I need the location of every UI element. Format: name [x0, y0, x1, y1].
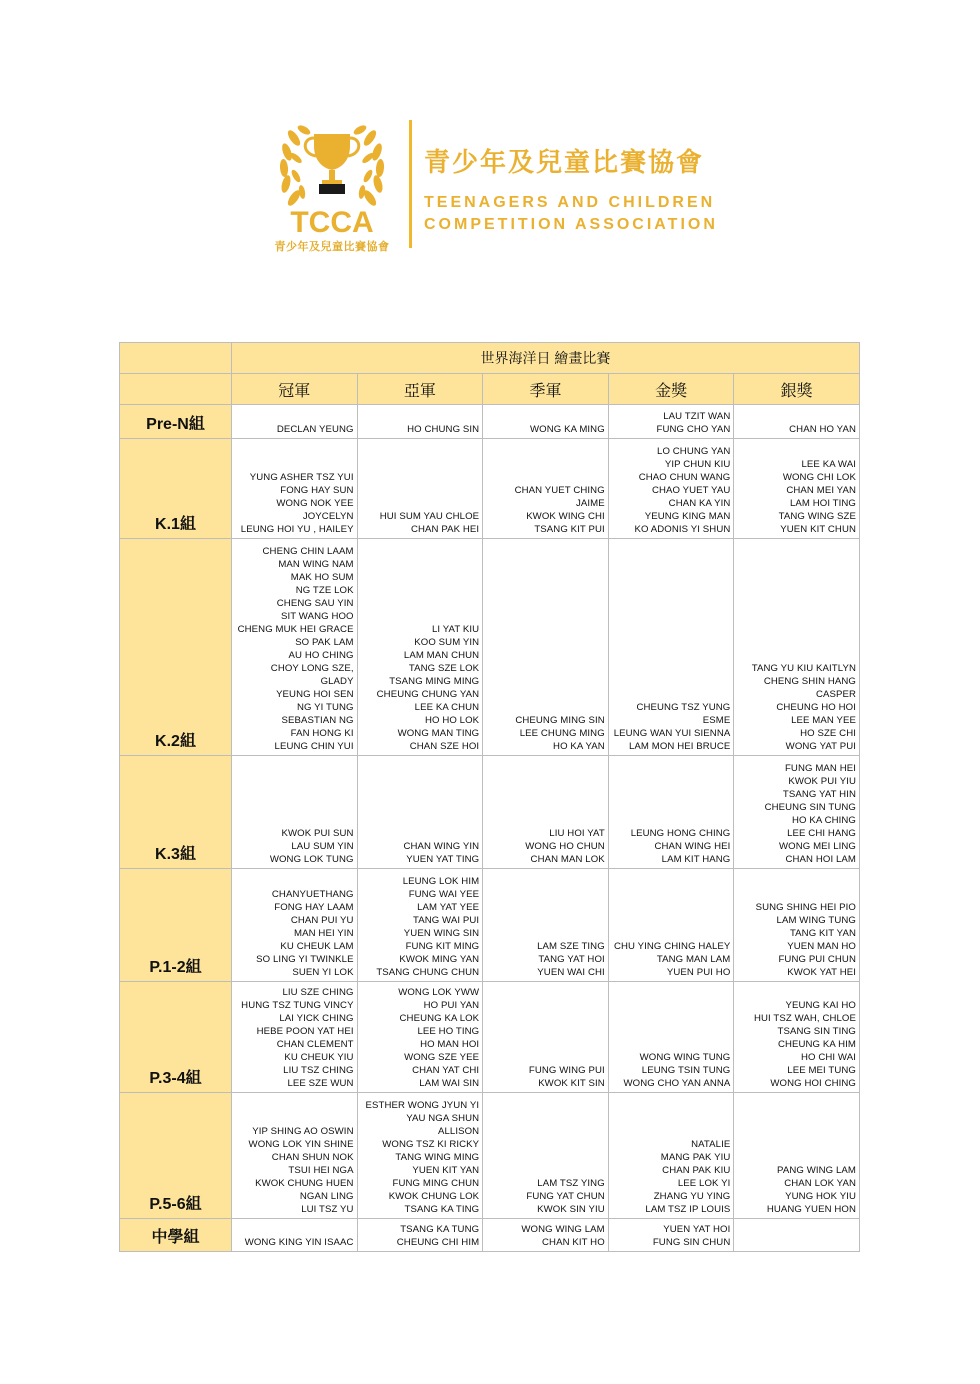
trophy-laurel-icon [272, 108, 392, 236]
winner-name: JAIME [576, 498, 605, 509]
award-cell [357, 869, 483, 982]
winner-name: LEUNG CHIN YUI [274, 741, 354, 752]
winner-name: LAM MAN CHUN [403, 650, 480, 661]
winner-name: ZHANG YU YING [653, 1191, 731, 1202]
winner-name: CHOY LONG SZE, [270, 663, 354, 674]
winner-name: YUEN PUI HO [666, 967, 731, 978]
winner-name: CHEUNG MING SIN [515, 715, 605, 726]
winner-name: YUNG HOK YIU [785, 1191, 856, 1202]
winner-name: HO CHI WAI [800, 1052, 856, 1063]
award-cell [734, 1219, 860, 1252]
winner-name: LEE CHUNG MING [519, 728, 605, 739]
winner-name: LO CHUNG YAN [657, 446, 731, 457]
winner-name: FONG HAY LAAM [274, 902, 354, 913]
award-cell [608, 1219, 734, 1252]
winner-name: TSANG SIN TING [777, 1026, 856, 1037]
award-cell [232, 1219, 358, 1252]
winner-name: GLADY [320, 676, 354, 687]
winner-name: YUEN WING SIN [403, 928, 480, 939]
competition-title: 世界海洋日 繪畫比賽 [232, 343, 860, 374]
winner-name: CHAN CLEMENT [276, 1039, 354, 1050]
winner-name: MAN WING NAM [278, 559, 354, 570]
winner-name: CHAN KA YIN [668, 498, 731, 509]
award-cell [483, 1219, 609, 1252]
winner-name: HO MAN HOI [420, 1039, 480, 1050]
winner-name: HO KA CHING [791, 815, 856, 826]
column-header-gold-award: 金獎 [608, 374, 734, 405]
winner-name: TSUI HEI NGA [288, 1165, 354, 1176]
winner-name: LEUNG LOK HIM [402, 876, 480, 887]
org-english-line1: TEENAGERS AND CHILDREN [424, 194, 716, 211]
winner-name: CHAO YUET YAU [651, 485, 731, 496]
winner-name: TANG WING MING [395, 1152, 480, 1163]
award-cell [483, 756, 609, 869]
table-row [120, 982, 860, 1093]
winner-name: YUEN WAI CHI [537, 967, 605, 978]
award-cell [734, 439, 860, 539]
winner-name: KOO SUM YIN [414, 637, 480, 648]
award-cell [734, 1093, 860, 1219]
winner-name: LEE MEI TUNG [787, 1065, 856, 1076]
winner-name: YUEN YAT HOI [663, 1224, 731, 1235]
award-cell [734, 982, 860, 1093]
logo-acronym: TCCA [290, 206, 374, 236]
table-row [120, 405, 860, 439]
winner-name: MAK HO SUM [290, 572, 354, 583]
winner-name: HO KA YAN [553, 741, 605, 752]
winner-name: CHAN PAK KIU [662, 1165, 731, 1176]
winner-name: YIP SHING AO OSWIN [252, 1126, 354, 1137]
award-cell [483, 439, 609, 539]
table-row [120, 539, 860, 756]
winner-name: TSANG CHUNG CHUN [376, 967, 480, 978]
winner-name: CHU YING CHING HALEY [613, 941, 731, 952]
winner-name: HO PUI YAN [423, 1000, 480, 1011]
winner-name: LEE KA WAI [801, 459, 856, 470]
winner-name: TANG WAI PUI [412, 915, 480, 926]
winner-name: LAI YICK CHING [279, 1013, 354, 1024]
group-label: K.1組 [120, 439, 232, 539]
winner-name: WONG LOK YIN SHINE [248, 1139, 354, 1150]
table-title-row [120, 343, 860, 374]
winner-name: LEE SZE WUN [287, 1078, 354, 1089]
winner-name: SEBASTIAN NG [281, 715, 354, 726]
table-row [120, 1219, 860, 1252]
award-cell [608, 756, 734, 869]
winner-name: WONG WING LAM [521, 1224, 605, 1235]
award-cell [483, 405, 609, 439]
results-body [120, 405, 860, 1252]
tcca-logo [272, 108, 718, 258]
winner-name: FUNG PUI CHUN [778, 954, 856, 965]
winner-name: YUEN KIT CHUN [780, 524, 856, 535]
winner-name: TSANG KA TUNG [400, 1224, 480, 1235]
winner-name: CHENG SHIN HANG [763, 676, 856, 687]
results-table [119, 342, 860, 1252]
winner-name: WONG MAN TING [397, 728, 480, 739]
award-cell [608, 539, 734, 756]
winner-name: LEE HO TING [417, 1026, 480, 1037]
winner-name: LAM YAT YEE [417, 902, 480, 913]
winner-name: CHENG MUK HEI GRACE [237, 624, 354, 635]
group-label: K.2組 [120, 539, 232, 756]
winner-name: HUI SUM YAU CHLOE [379, 511, 480, 522]
winner-name: LEUNG TSIN TUNG [641, 1065, 731, 1076]
header-blank-cell [120, 343, 232, 374]
winner-name: TANG YAT HOI [538, 954, 605, 965]
winner-name: CHEUNG HO HOI [776, 702, 856, 713]
winner-name: LUI TSZ YU [301, 1204, 354, 1215]
winner-name: YUNG ASHER TSZ YUI [249, 472, 354, 483]
winner-name: CHAN MEI YAN [786, 485, 856, 496]
org-chinese-name: 青少年及兒童比賽協會 [424, 147, 705, 177]
winner-name: LAM KIT HANG [661, 854, 731, 865]
winner-name: CHEUNG CHI HIM [396, 1237, 480, 1248]
winner-name: JOYCELYN [302, 511, 354, 522]
winner-name: KWOK WING CHI [526, 511, 605, 522]
winner-name: KO ADONIS YI SHUN [634, 524, 731, 535]
winner-name: LAU TZIT WAN [663, 411, 731, 422]
winner-name: TANG KIT YAN [789, 928, 856, 939]
winner-name: YEUNG KAI HO [785, 1000, 856, 1011]
winner-name: KWOK YAT HEI [787, 967, 856, 978]
winner-name: DECLAN YEUNG [276, 424, 354, 435]
winner-name: KWOK CHUNG HUEN [255, 1178, 354, 1189]
winner-name: ESTHER WONG JYUN YI [365, 1100, 480, 1111]
winner-name: CHAN PUI YU [290, 915, 354, 926]
award-cell [232, 1093, 358, 1219]
winner-name: CHAN KIT HO [542, 1237, 605, 1248]
group-label: P.5-6組 [120, 1093, 232, 1219]
winner-name: CHAN SHUN NOK [271, 1152, 354, 1163]
award-cell [608, 405, 734, 439]
award-cell [608, 982, 734, 1093]
winner-name: LIU TSZ CHING [283, 1065, 354, 1076]
winner-name: FAN HONG KI [290, 728, 354, 739]
winner-name: TANG YU KIU KAITLYN [751, 663, 856, 674]
table-row [120, 1093, 860, 1219]
winner-name: CHENG CHIN LAAM [262, 546, 354, 557]
winner-name: WONG KING YIN ISAAC [244, 1237, 354, 1248]
column-header-second-runner-up: 季軍 [483, 374, 609, 405]
winner-name: CHAN YUET CHING [514, 485, 605, 496]
winner-name: CHAN MAN LOK [530, 854, 605, 865]
winner-name: SO LING YI TWINKLE [256, 954, 354, 965]
winner-name: HUNG TSZ TUNG VINCY [241, 1000, 354, 1011]
winner-name: CHANYUETHANG [271, 889, 354, 900]
winner-name: WONG SZE YEE [404, 1052, 480, 1063]
winner-name: FUNG MAN HEI [784, 763, 856, 774]
winner-name: WONG CHO YAN ANNA [623, 1078, 731, 1089]
winner-name: YUEN KIT YAN [412, 1165, 480, 1176]
table-row [120, 439, 860, 539]
winner-name: CHAN HOI LAM [785, 854, 856, 865]
winner-name: TSANG KA TING [404, 1204, 480, 1215]
winner-name: WONG YAT PUI [785, 741, 856, 752]
winner-name: LAM WAI SIN [419, 1078, 480, 1089]
winner-name: FUNG YAT CHUN [526, 1191, 605, 1202]
winner-name: NG TZE LOK [295, 585, 354, 596]
winner-name: NATALIE [691, 1139, 731, 1150]
winner-name: YUEN MAN HO [787, 941, 856, 952]
winner-name: LEE CHI HANG [787, 828, 856, 839]
award-cell [357, 1093, 483, 1219]
winner-name: TANG SZE LOK [408, 663, 480, 674]
award-cell [357, 1219, 483, 1252]
winner-name: KWOK PUI SUN [281, 828, 354, 839]
column-header-champion: 冠軍 [232, 374, 358, 405]
award-cell [232, 405, 358, 439]
winner-name: LAM WING TUNG [776, 915, 856, 926]
winner-name: KWOK PUI YIU [788, 776, 856, 787]
winner-name: HUI TSZ WAH, CHLOE [753, 1013, 856, 1024]
award-cell [232, 756, 358, 869]
winner-name: WONG HO CHUN [525, 841, 605, 852]
winner-name: LEUNG HOI YU , HAILEY [240, 524, 354, 535]
winner-name: SIT WANG HOO [280, 611, 354, 622]
winner-name: CHAN SZE HOI [409, 741, 480, 752]
winner-name: LAM TSZ YING [537, 1178, 605, 1189]
winner-name: LEE KA CHUN [414, 702, 480, 713]
award-cell [232, 539, 358, 756]
award-cell [232, 439, 358, 539]
org-english-name [424, 192, 718, 236]
winner-name: LEUNG WAN YUI SIENNA [613, 728, 731, 739]
winner-name: MAN HEI YIN [294, 928, 354, 939]
winner-name: FONG HAY SUN [280, 485, 354, 496]
winner-name: TSANG YAT HIN [782, 789, 856, 800]
winner-name: HO CHUNG SIN [407, 424, 480, 435]
winner-name: LIU HOI YAT [549, 828, 605, 839]
header-blank-cell [120, 374, 232, 405]
winner-name: LAM SZE TING [537, 941, 605, 952]
group-label: K.3組 [120, 756, 232, 869]
winner-name: LI YAT KIU [431, 624, 480, 635]
winner-name: CHAN LOK YAN [784, 1178, 856, 1189]
award-cell [232, 869, 358, 982]
award-cell [734, 405, 860, 439]
award-cell [357, 756, 483, 869]
winner-name: LEE MAN YEE [791, 715, 856, 726]
winner-name: PANG WING LAM [777, 1165, 856, 1176]
column-header-row [120, 374, 860, 405]
winner-name: WONG CHI LOK [782, 472, 856, 483]
winner-name: SO PAK LAM [295, 637, 354, 648]
winner-name: CHEUNG CHUNG YAN [376, 689, 480, 700]
winner-name: CHAN PAK HEI [410, 524, 480, 535]
winner-name: TSANG KIT PUI [534, 524, 605, 535]
winner-name: KU CHEUK YIU [284, 1052, 354, 1063]
table-row [120, 869, 860, 982]
award-cell [608, 869, 734, 982]
winner-name: LAM TSZ IP LOUIS [645, 1204, 731, 1215]
winner-name: KU CHEUK LAM [280, 941, 354, 952]
winner-name: CHEUNG KA HIM [777, 1039, 856, 1050]
award-cell [483, 1093, 609, 1219]
award-cell [357, 539, 483, 756]
winner-name: ESME [702, 715, 731, 726]
award-cell [734, 539, 860, 756]
winner-name: CHAN WING YIN [403, 841, 480, 852]
winner-name: NGAN LING [299, 1191, 354, 1202]
group-label: P.3-4組 [120, 982, 232, 1093]
winner-name: FUNG CHO YAN [656, 424, 731, 435]
winner-name: LAM HOI TING [789, 498, 856, 509]
winner-name: HUANG YUEN HON [766, 1204, 856, 1215]
winner-name: ALLISON [437, 1126, 480, 1137]
winner-name: FUNG WING PUI [528, 1065, 605, 1076]
winner-name: LAM MON HEI BRUCE [628, 741, 731, 752]
winner-name: CHAO CHUN WANG [638, 472, 731, 483]
winner-name: YIP CHUN KIU [664, 459, 731, 470]
column-header-first-runner-up: 亞軍 [357, 374, 483, 405]
award-cell [483, 869, 609, 982]
award-cell [357, 439, 483, 539]
winner-name: CASPER [815, 689, 856, 700]
logo-divider [409, 120, 412, 248]
winner-name: TANG MAN LAM [656, 954, 731, 965]
award-cell [734, 756, 860, 869]
trophy-laurel-emblem [272, 108, 392, 258]
winner-name: WONG WING TUNG [639, 1052, 731, 1063]
award-cell [734, 869, 860, 982]
emblem-chinese-name: 青少年及兒童比賽協會 [274, 241, 390, 253]
winner-name: WONG TSZ KI RICKY [382, 1139, 480, 1150]
award-cell [357, 405, 483, 439]
award-cell [232, 982, 358, 1093]
award-cell [608, 1093, 734, 1219]
column-header-silver-award: 銀獎 [734, 374, 860, 405]
winner-name: WONG NOK YEE [276, 498, 354, 509]
winner-name: YEUNG KING MAN [644, 511, 731, 522]
winner-name: CHAN WING HEI [654, 841, 731, 852]
winner-name: FUNG MING CHUN [392, 1178, 480, 1189]
winner-name: CHAN YAT CHI [412, 1065, 480, 1076]
winner-name: LEUNG HONG CHING [630, 828, 731, 839]
winner-name: LIU SZE CHING [282, 987, 354, 998]
winner-name: WONG MEI LING [779, 841, 856, 852]
winner-name: YAU NGA SHUN [406, 1113, 480, 1124]
winner-name: SUNG SHING HEI PIO [755, 902, 856, 913]
winner-name: TSANG MING MING [389, 676, 480, 687]
award-cell [608, 439, 734, 539]
winner-name: CHENG SAU YIN [276, 598, 354, 609]
winner-name: CHEUNG SIN TUNG [764, 802, 856, 813]
winner-name: FUNG SIN CHUN [652, 1237, 731, 1248]
winner-name: HEBE POON YAT HEI [256, 1026, 354, 1037]
winner-name: WONG LOK YWW [398, 987, 480, 998]
winner-name: YUEN YAT TING [406, 854, 480, 865]
winner-name: KWOK MING YAN [399, 954, 480, 965]
winner-name: KWOK KIT SIN [538, 1078, 605, 1089]
winner-name: MANG PAK YIU [660, 1152, 731, 1163]
winner-name: LAU SUM YIN [291, 841, 354, 852]
winner-name: TANG WING SZE [778, 511, 856, 522]
org-english-line2: COMPETITION ASSOCIATION [424, 216, 718, 233]
winner-name: CHEUNG KA LOK [399, 1013, 480, 1024]
winner-name: AU HO CHING [288, 650, 354, 661]
winner-name: CHAN HO YAN [789, 424, 856, 435]
group-label: 中學組 [120, 1219, 232, 1252]
winner-name: WONG LOK TUNG [269, 854, 354, 865]
winner-name: HO HO LOK [424, 715, 480, 726]
winner-name: LEE LOK YI [677, 1178, 731, 1189]
winner-name: HO SZE CHI [800, 728, 856, 739]
winner-name: WONG KA MING [530, 424, 605, 435]
table-row [120, 756, 860, 869]
group-label: P.1-2組 [120, 869, 232, 982]
winner-name: WONG HOI CHING [770, 1078, 856, 1089]
award-cell [357, 982, 483, 1093]
winner-name: KWOK SIN YIU [537, 1204, 605, 1215]
award-cell [483, 539, 609, 756]
award-cell [483, 982, 609, 1093]
winner-name: NG YI TUNG [296, 702, 354, 713]
winner-name: FUNG WAI YEE [408, 889, 480, 900]
winner-name: CHEUNG TSZ YUNG [636, 702, 731, 713]
winner-name: KWOK CHUNG LOK [388, 1191, 480, 1202]
group-label: Pre-N組 [120, 405, 232, 439]
winner-name: YEUNG HOI SEN [276, 689, 354, 700]
winner-name: SUEN YI LOK [292, 967, 354, 978]
winner-name: FUNG KIT MING [405, 941, 480, 952]
